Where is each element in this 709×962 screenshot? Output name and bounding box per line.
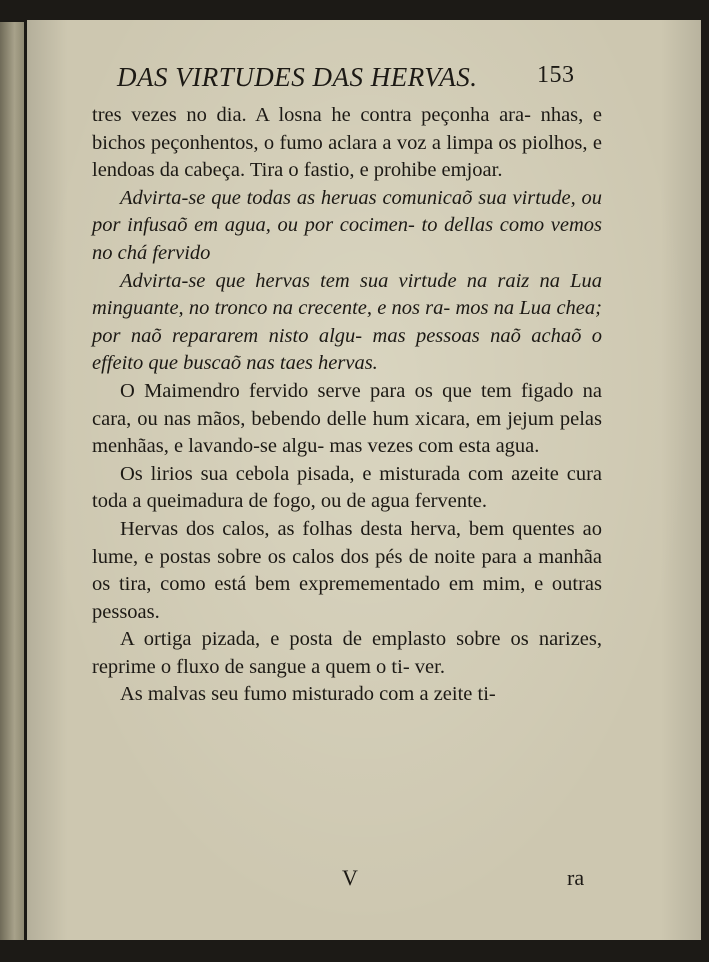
running-title: DAS VIRTUDES DAS HERVAS. <box>117 62 478 92</box>
adjacent-page-edge <box>0 22 24 940</box>
paragraph-ortiga: A ortiga pizada, e posta de emplasto sobre os narizes, reprime o fluxo de sangue a quem o ti- ver. <box>92 628 602 678</box>
page-number: 153 <box>537 62 575 88</box>
paragraph-losna: tres vezes no dia. A losna he contra peçonha ara- nhas, e bichos peçonhentos, o fumo aclara a voz a limpa os piolhos, e lendoas da cabeça. Tira o fastio, e prohibe emjoar. <box>92 104 602 182</box>
paragraph-lirios: Os lirios sua cebola pisada, e misturada com azeite cura toda a queimadura de fogo, ou de agua fervente. <box>92 462 602 513</box>
paragraph-advirta-lua: Advirta-se que hervas tem sua virtude na raiz na Lua minguante, no tronco na crecente, e nos ra- mos na Lua chea; por naõ repararem nisto algu- mas pessoas naõ achaõ o effeito que buscaõ nas taes hervas. <box>92 269 602 375</box>
paragraph-calos: Hervas dos calos, as folhas desta herva, bem quentes ao lume, e postas sobre os calos dos pés de noite para a manhãa os tira, como está bem expremementado em mim, e outras pessoas. <box>92 517 602 623</box>
paragraph-malvas: As malvas seu fumo misturado com a zeite ti- <box>120 683 496 706</box>
signature-mark: V <box>342 865 358 890</box>
book-page <box>27 20 701 940</box>
paragraph-advirta-infusao: Advirta-se que todas as heruas comunicaõ sua virtude, ou por infusaõ em agua, ou por cocimen- to dellas como vemos no chá fervido <box>92 186 603 264</box>
body-text <box>92 102 602 709</box>
page-header <box>117 62 597 102</box>
paragraph-maimendro: O Maimendro fervido serve para os que tem figado na cara, ou nas mãos, bebendo delle hum xicara, em jejum pelas menhãas, e lavando-se algu- mas vezes com esta agua. <box>92 379 602 458</box>
catchword: ra <box>567 865 585 890</box>
